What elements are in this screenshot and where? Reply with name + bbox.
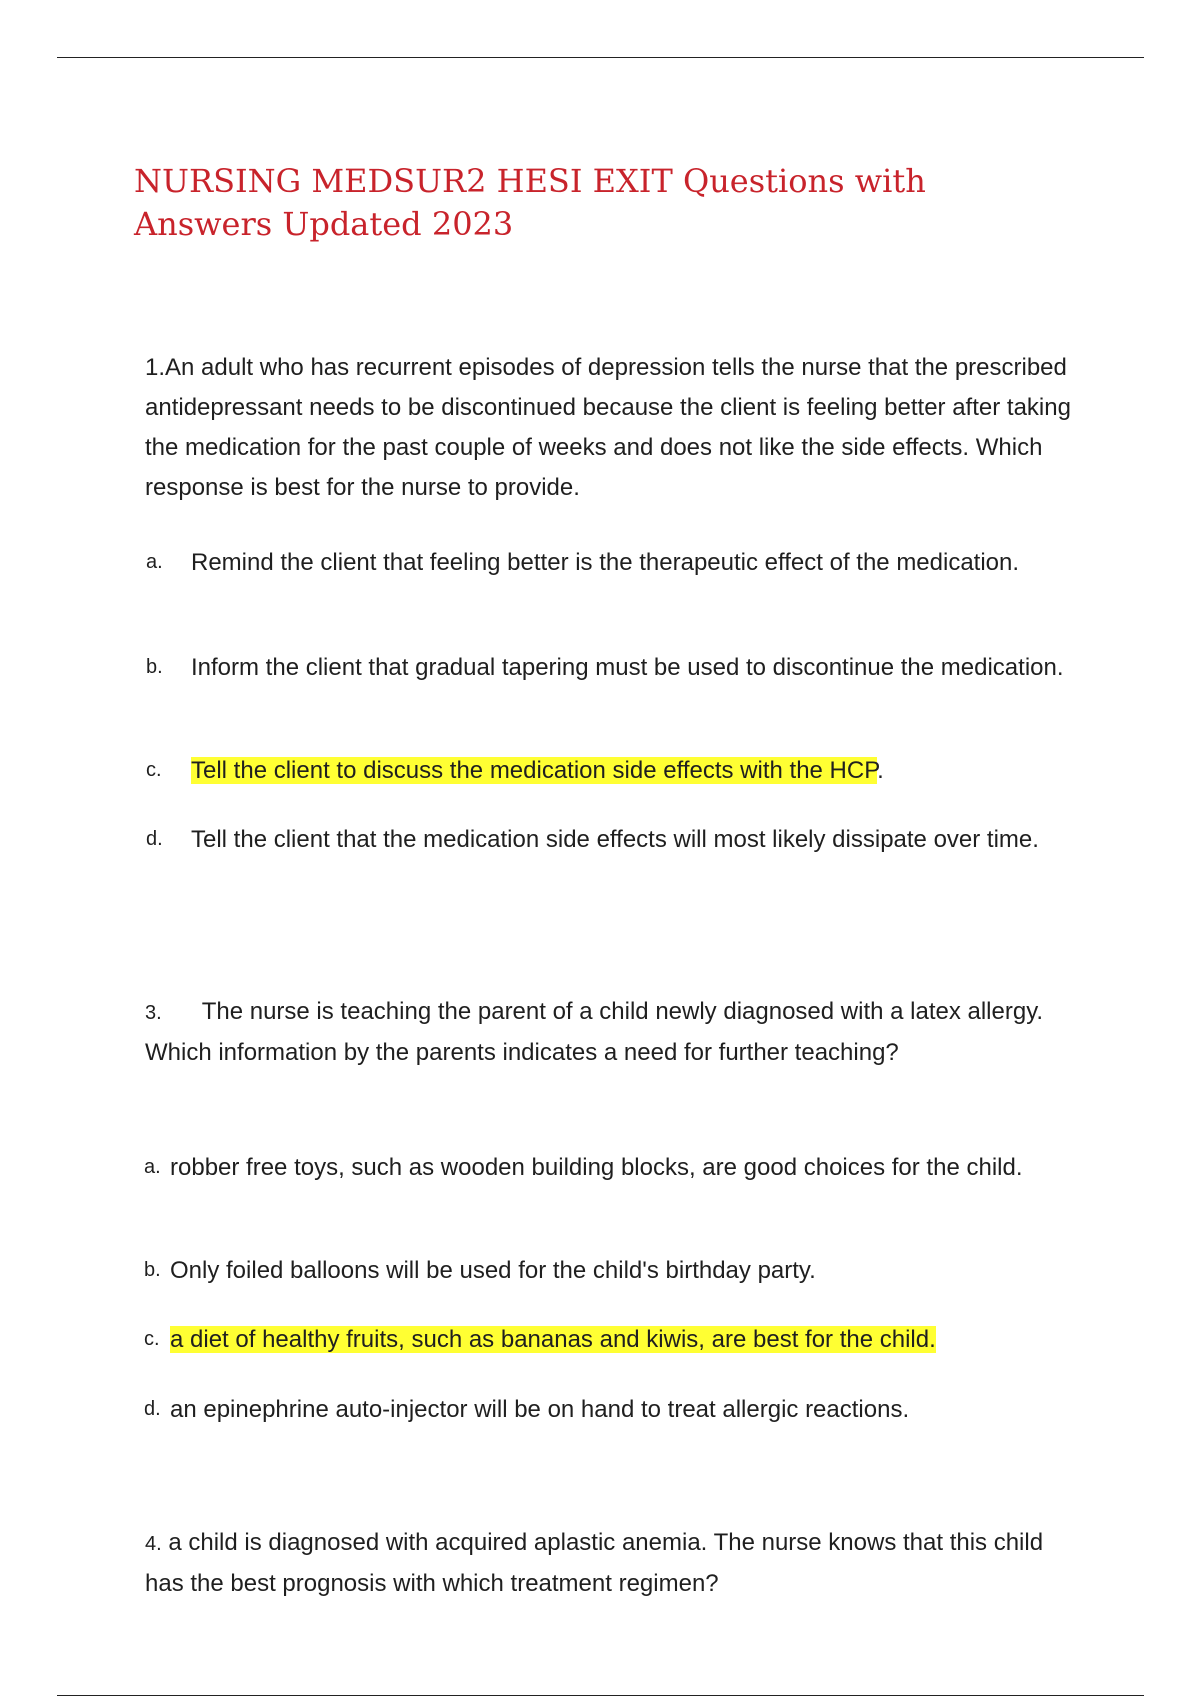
- option-letter: a.: [144, 1156, 161, 1178]
- option-1c-correct: [146, 753, 1071, 788]
- option-3c-correct: [144, 1322, 1040, 1357]
- option-suffix: .: [877, 757, 884, 784]
- question-text: An adult who has recurrent episodes of depression tells the nurse that the prescribed antidepressant needs to be discontinued because the client is feeling better after taking the medication for the past couple of weeks and does not like the side effects. Which response is best for the nurse to provide.: [145, 354, 1071, 501]
- option-text: Tell the client that the medication side effects will most likely dissipate over time.: [191, 826, 1039, 853]
- option-3a: [144, 1150, 1040, 1185]
- option-letter: d.: [146, 828, 163, 850]
- question-3: [145, 992, 1075, 1073]
- option-letter: c.: [144, 1328, 160, 1350]
- question-text: a child is diagnosed with acquired aplastic anemia. The nurse knows that this child has the best prognosis with which treatment regimen?: [145, 1529, 1044, 1597]
- option-letter: c.: [146, 759, 162, 781]
- option-1a: [146, 545, 1071, 580]
- option-text: an epinephrine auto-injector will be on hand to treat allergic reactions.: [170, 1396, 910, 1423]
- question-1: [145, 348, 1075, 508]
- option-text: Inform the client that gradual tapering must be used to discontinue the medication.: [191, 654, 1064, 681]
- option-3b: [144, 1253, 1040, 1288]
- option-letter: a.: [146, 551, 163, 573]
- option-letter: d.: [144, 1398, 161, 1420]
- option-letter: b.: [144, 1259, 161, 1281]
- option-letter: b.: [146, 656, 163, 678]
- option-1d: [146, 822, 1071, 857]
- document-title: NURSING MEDSUR2 HESI EXIT Questions with Answers Updated 2023: [134, 162, 926, 243]
- option-text: Remind the client that feeling better is the therapeutic effect of the medication.: [191, 549, 1020, 576]
- option-text: Only foiled balloons will be used for the child's birthday party.: [170, 1257, 816, 1284]
- question-number: 4.: [145, 1533, 162, 1555]
- top-rule: [57, 57, 1144, 58]
- question-number: 1.: [145, 354, 166, 381]
- option-text: robber free toys, such as wooden building blocks, are good choices for the child.: [170, 1154, 1023, 1181]
- question-4: [145, 1523, 1075, 1604]
- bottom-rule: [57, 1695, 1144, 1696]
- question-number: 3.: [145, 1002, 162, 1024]
- option-1b: [146, 650, 1071, 685]
- highlighted-answer: Tell the client to discuss the medication side effects with the HCP: [191, 757, 878, 784]
- highlighted-answer: a diet of healthy fruits, such as bananas and kiwis, are best for the child.: [170, 1326, 936, 1353]
- question-text: The nurse is teaching the parent of a child newly diagnosed with a latex allergy. Which information by the parents indicates a need for further teaching?: [145, 998, 1044, 1066]
- option-3d: [144, 1392, 1040, 1427]
